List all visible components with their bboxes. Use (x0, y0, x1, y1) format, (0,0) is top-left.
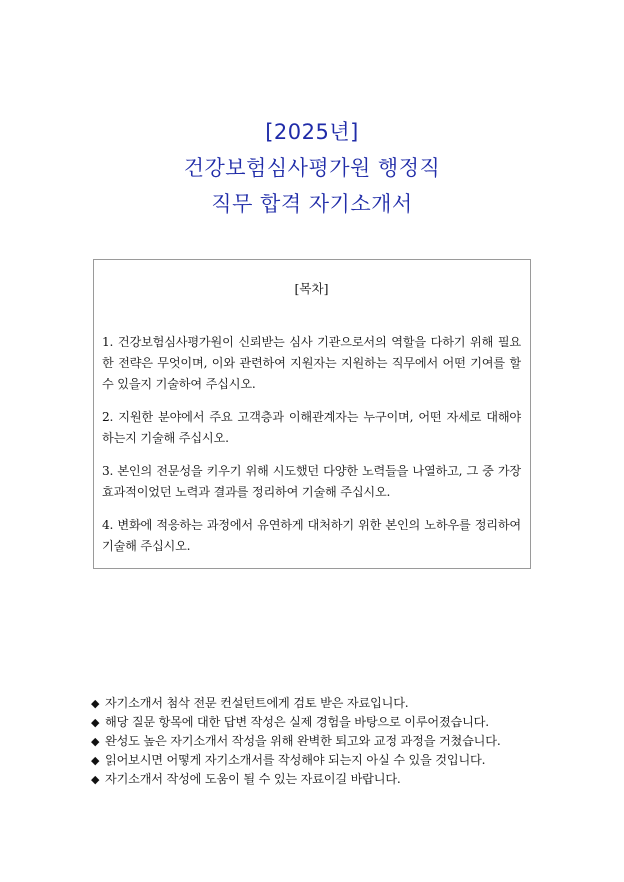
table-of-contents-box (93, 259, 531, 569)
note-text: 자기소개서 작성에 도움이 될 수 있는 자료이길 바랍니다. (105, 772, 401, 786)
note-text: 자기소개서 첨삭 전문 컨설턴트에게 검토 받은 자료입니다. (105, 696, 409, 710)
note-item (91, 713, 541, 732)
note-item (91, 694, 541, 713)
toc-item: 1. 건강보험심사평가원이 신뢰받는 심사 기관으로서의 역할을 다하기 위해 필요한 전략은 무엇이며, 이와 관련하여 지원자는 지원하는 직무에서 어떤 기여를 할 수 있을지 기술하여 주십시오. (102, 335, 521, 391)
toc-list (102, 332, 521, 557)
title-year: [2025년] (265, 120, 359, 144)
note-text: 해당 질문 항목에 대한 답변 작성은 실제 경험을 바탕으로 이루어졌습니다. (105, 715, 489, 729)
title-organization: 건강보험심사평가원 행정직 (183, 156, 441, 180)
document-title (0, 117, 624, 219)
title-subject: 직무 합격 자기소개서 (211, 192, 413, 216)
note-item (91, 751, 541, 770)
toc-heading: [목차] (294, 281, 329, 296)
note-text: 완성도 높은 자기소개서 작성을 위해 완벽한 퇴고와 교정 과정을 거쳤습니다. (105, 734, 501, 748)
diamond-bullet-icon: ◆ (91, 754, 100, 767)
diamond-bullet-icon: ◆ (91, 716, 100, 729)
diamond-bullet-icon: ◆ (91, 735, 100, 748)
toc-item: 3. 본인의 전문성을 키우기 위해 시도했던 다양한 노력들을 나열하고, 그 중 가장 효과적이었던 노력과 결과를 정리하여 기술해 주십시오. (102, 464, 521, 499)
note-text: 읽어보시면 어떻게 자기소개서를 작성해야 되는지 아실 수 있을 것입니다. (105, 753, 486, 767)
note-item (91, 770, 541, 789)
notes-list (91, 694, 541, 789)
diamond-bullet-icon: ◆ (91, 773, 100, 786)
diamond-bullet-icon: ◆ (91, 697, 100, 710)
note-item (91, 732, 541, 751)
toc-item: 2. 지원한 분야에서 주요 고객층과 이해관계자는 누구이며, 어떤 자세로 대해야 하는지 기술해 주십시오. (102, 410, 521, 445)
toc-item: 4. 변화에 적응하는 과정에서 유연하게 대처하기 위한 본인의 노하우를 정리하여 기술해 주십시오. (102, 518, 521, 553)
